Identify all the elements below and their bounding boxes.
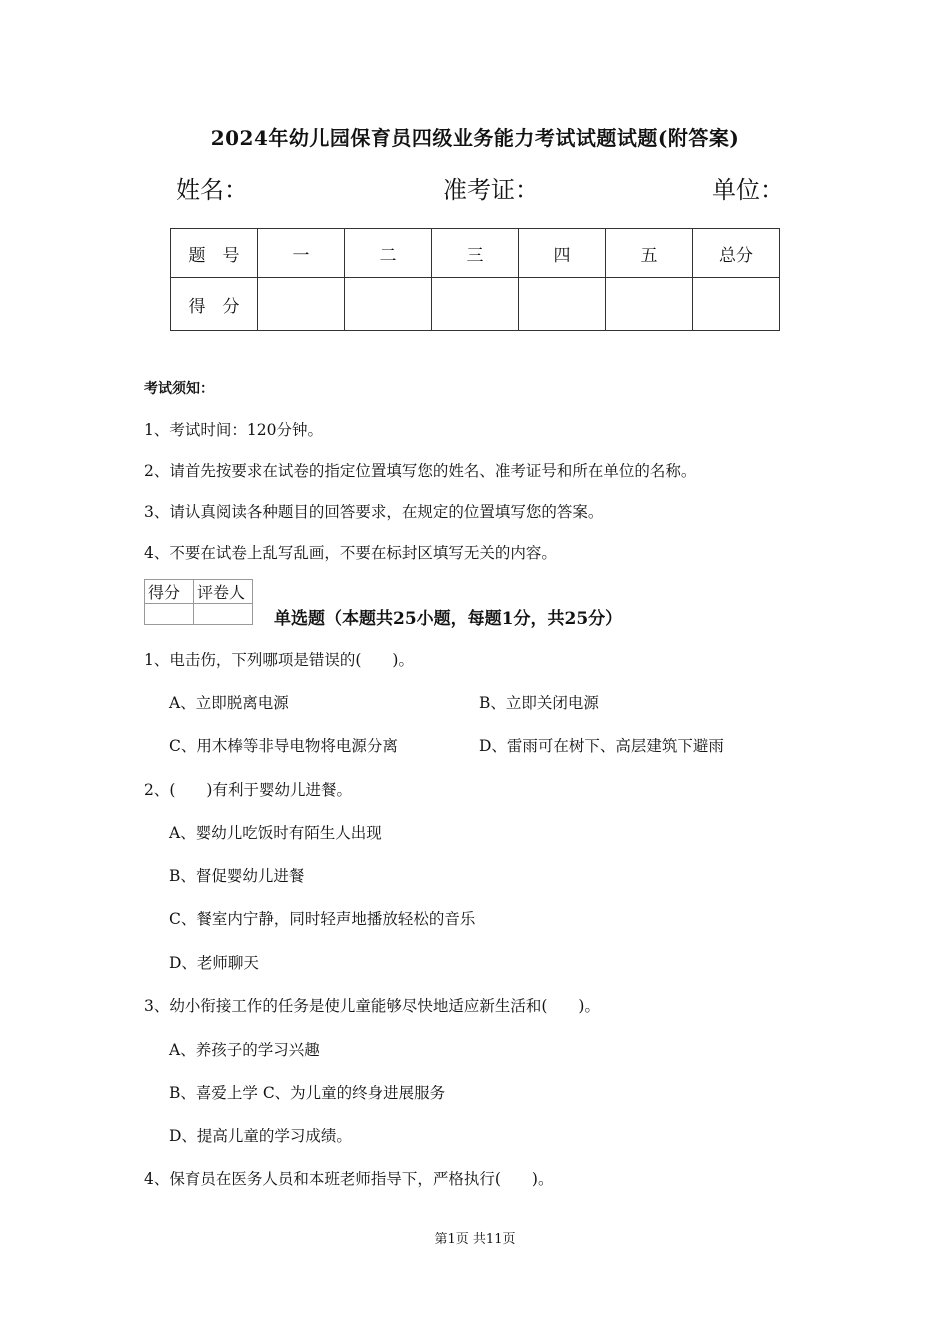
notice-item: 1、考试时间：120分钟。	[144, 421, 323, 439]
section-title: 单选题（本题共25小题，每题1分，共25分）	[274, 609, 623, 629]
question-option: A、婴幼儿吃饭时有陌生人出现	[169, 824, 382, 842]
score-cell[interactable]	[432, 278, 519, 331]
question-stem: 2、( )有利于婴幼儿进餐。	[144, 781, 352, 799]
question-option: B、立即关闭电源	[479, 694, 599, 712]
question-stem: 3、幼小衔接工作的任务是使儿童能够尽快地适应新生活和( )。	[144, 997, 600, 1015]
notice-item: 4、不要在试卷上乱写乱画，不要在标封区填写无关的内容。	[144, 544, 557, 562]
notice-heading: 考试须知：	[144, 381, 214, 397]
question-option: A、立即脱离电源	[169, 694, 289, 712]
grader-box	[144, 579, 253, 625]
score-table	[170, 228, 780, 331]
question-option: C、餐室内宁静，同时轻声地播放轻松的音乐	[169, 910, 476, 928]
question-option: D、雷雨可在树下、高层建筑下避雨	[479, 737, 724, 755]
question-stem: 1、电击伤，下列哪项是错误的( )。	[144, 651, 414, 669]
score-table-header-row	[171, 229, 780, 278]
question-option: B、喜爱上学 C、为儿童的终身进展服务	[169, 1084, 446, 1102]
score-table-header-cell: 总分	[693, 229, 780, 278]
score-cell[interactable]	[693, 278, 780, 331]
question-stem: 4、保育员在医务人员和本班老师指导下，严格执行( )。	[144, 1170, 554, 1188]
notice-item: 3、请认真阅读各种题目的回答要求，在规定的位置填写您的答案。	[144, 503, 604, 521]
score-cell[interactable]	[345, 278, 432, 331]
grader-score-cell[interactable]	[145, 604, 194, 625]
exam-number-label: 准考证：	[443, 176, 539, 204]
score-cell[interactable]	[519, 278, 606, 331]
score-table-score-row	[171, 278, 780, 331]
page-title: 2024年幼儿园保育员四级业务能力考试试题试题(附答案)	[210, 126, 740, 150]
question-option: A、养孩子的学习兴趣	[169, 1041, 320, 1059]
notice-item: 2、请首先按要求在试卷的指定位置填写您的姓名、准考证号和所在单位的名称。	[144, 462, 697, 480]
question-option: D、老师聊天	[169, 954, 259, 972]
grader-name-label: 评卷人	[194, 580, 253, 604]
page-footer: 第1页 共11页	[434, 1232, 516, 1247]
score-cell[interactable]	[606, 278, 693, 331]
unit-label: 单位：	[712, 176, 784, 204]
name-label: 姓名：	[176, 176, 248, 204]
grader-score-label: 得分	[145, 580, 194, 604]
question-option: B、督促婴幼儿进餐	[169, 867, 305, 885]
score-table-header-cell: 题 号	[171, 229, 258, 278]
score-table-header-cell: 二	[345, 229, 432, 278]
score-table-header-cell: 五	[606, 229, 693, 278]
score-table-header-cell: 三	[432, 229, 519, 278]
score-row-label: 得 分	[171, 278, 258, 331]
score-table-header-cell: 四	[519, 229, 606, 278]
question-option: D、提高儿童的学习成绩。	[169, 1127, 352, 1145]
grader-name-cell[interactable]	[194, 604, 253, 625]
question-option: C、用木棒等非导电物将电源分离	[169, 737, 398, 755]
score-cell[interactable]	[258, 278, 345, 331]
score-table-header-cell: 一	[258, 229, 345, 278]
